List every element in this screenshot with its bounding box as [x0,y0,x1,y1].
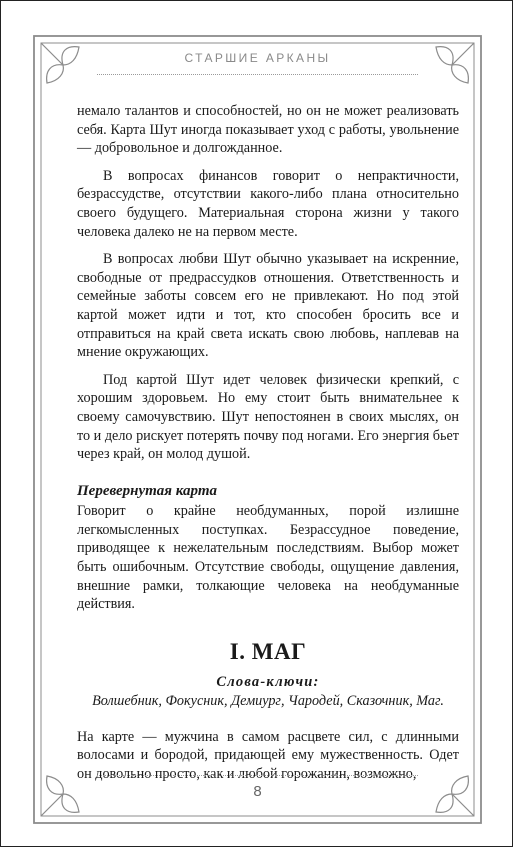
paragraph-intro: На карте — мужчина в самом расцвете сил, с длинными волосами и бородой, придающей ему мужественность. Одет он довольно просто, как и любой горожанин, возможно, [77,728,459,782]
page-body [77,102,459,792]
chapter-title: I. МАГ [229,638,307,664]
paragraph: Под картой Шут идет человек физически крепкий, с хорошим здоровьем. Но ему стоит быть внимательнее к своему самочувствию. Шут непостоянен в своих мыслях, он то и дело рискует потерять почву под ногами. Его энергия бьет через край, он молод душой. [77,371,459,463]
paragraph: В вопросах любви Шут обычно указывает на искренние, свободные от предрассудков отношения. Ответственность и семейные заботы совсем его не привлекают. Но под этой картой может идти и тот, кто способен бросить все и отправиться на край света искать свою любовь, наплевав на мнение окружающих. [77,251,459,361]
footer-dotted-rule [97,775,418,776]
running-header: СТАРШИЕ АРКАНЫ [184,51,331,65]
keywords-label: Слова-ключи: [216,674,320,691]
keywords-list: Волшебник, Фокусник, Демиург, Чародей, Сказочник, Маг. [92,693,444,710]
paragraph: немало талантов и способностей, но он не может реализовать себя. Карта Шут иногда показывает уход с работы, увольнение — добровольное и долгожданное. [77,103,459,157]
page-number: 8 [253,783,262,800]
paragraph-reversed: Говорит о крайне необдуманных, порой излишне легкомысленных поступках. Безрассудное поведение, приводящее к нежелательным последствиям. Выбор может быть ошибочным. Отсутствие свободы, ощущение давления, внешние рамки, толкающие человека на необдуманные действия. [77,503,459,613]
paragraph: В вопросах финансов говорит о непрактичности, безрассудстве, отсутствии какого-либо плана относительно своего будущего. Материальная сторона жизни у такого человека далеко не на первом месте. [77,167,459,240]
section-heading-reversed: Перевернутая карта [77,482,217,499]
header-dotted-rule [97,74,418,75]
